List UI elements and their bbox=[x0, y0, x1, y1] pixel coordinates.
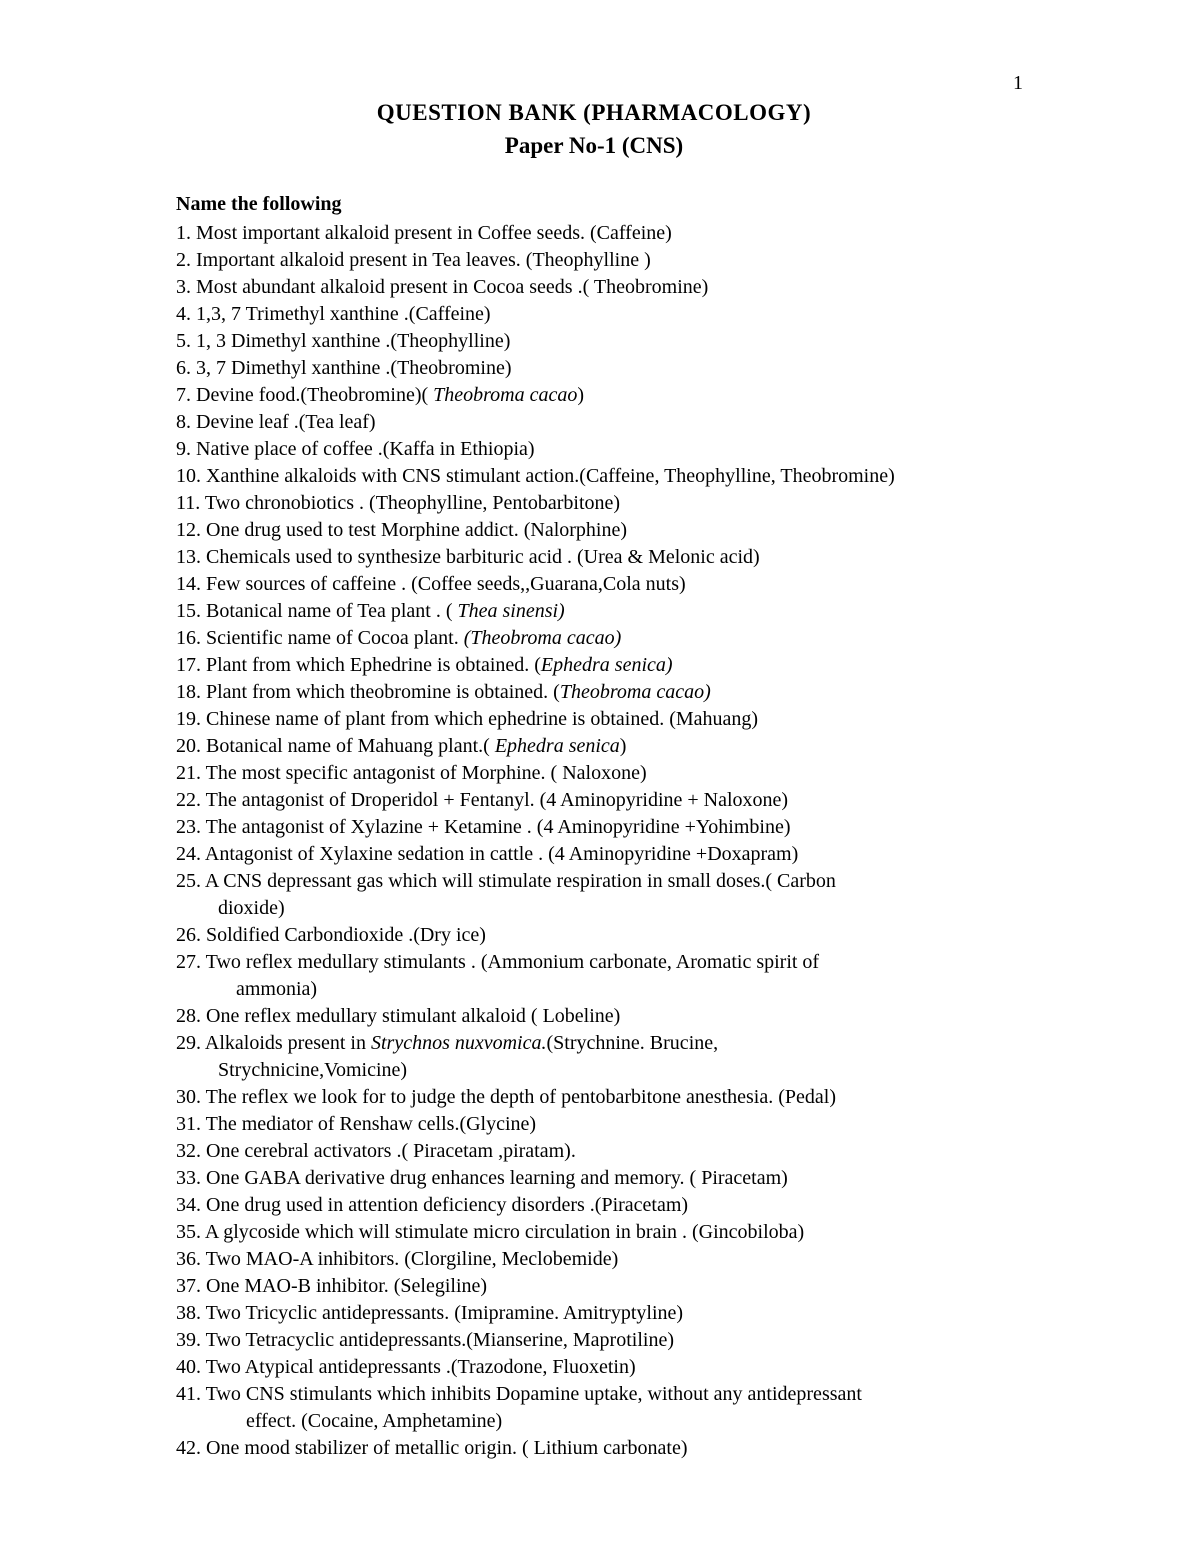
question-item bbox=[176, 598, 1036, 625]
question-item bbox=[176, 1030, 1036, 1084]
question-text: 21. The most specific antagonist of Morphine. ( Naloxone) bbox=[176, 762, 647, 784]
question-text: 4. 1,3, 7 Trimethyl xanthine .(Caffeine) bbox=[176, 303, 491, 325]
question-continuation: dioxide) bbox=[218, 897, 285, 919]
question-text-after: ) bbox=[619, 735, 627, 757]
question-item bbox=[176, 652, 1036, 679]
question-text: 8. Devine leaf .(Tea leaf) bbox=[176, 411, 376, 433]
question-text-after: (Strychnine. Brucine, bbox=[546, 1032, 719, 1054]
question-item bbox=[176, 247, 1036, 274]
question-text: 28. One reflex medullary stimulant alkaloid ( Lobeline) bbox=[176, 1005, 621, 1027]
question-item bbox=[176, 355, 1036, 382]
question-item bbox=[176, 490, 1036, 517]
question-text: 36. Two MAO-A inhibitors. (Clorgiline, Meclobemide) bbox=[176, 1248, 619, 1270]
question-text: 26. Soldified Carbondioxide .(Dry ice) bbox=[176, 924, 486, 946]
question-text: 34. One drug used in attention deficiency disorders .(Piracetam) bbox=[176, 1194, 689, 1216]
question-text: 23. The antagonist of Xylazine + Ketamine . (4 Aminopyridine +Yohimbine) bbox=[176, 816, 791, 838]
question-text: 2. Important alkaloid present in Tea leaves. (Theophylline ) bbox=[176, 249, 651, 271]
question-item bbox=[176, 1192, 1036, 1219]
question-text: 42. One mood stabilizer of metallic origin. ( Lithium carbonate) bbox=[176, 1437, 688, 1459]
document-subtitle: Paper No-1 (CNS) bbox=[504, 133, 684, 158]
question-italic-term: Theobroma cacao bbox=[433, 384, 578, 406]
question-text: 13. Chemicals used to synthesize barbituric acid . (Urea & Melonic acid) bbox=[176, 546, 760, 568]
question-text: 25. A CNS depressant gas which will stimulate respiration in small doses.( Carbon bbox=[176, 870, 836, 892]
question-text: 15. Botanical name of Tea plant . ( bbox=[176, 600, 458, 622]
question-italic-term: Thea sinensi) bbox=[457, 600, 565, 622]
question-item bbox=[176, 949, 1036, 1003]
question-item bbox=[176, 625, 1036, 652]
question-item bbox=[176, 1165, 1036, 1192]
question-item bbox=[176, 922, 1036, 949]
question-item bbox=[176, 274, 1036, 301]
question-item bbox=[176, 706, 1036, 733]
question-text: 10. Xanthine alkaloids with CNS stimulant action.(Caffeine, Theophylline, Theobromine) bbox=[176, 465, 895, 487]
question-text: 18. Plant from which theobromine is obtained. ( bbox=[176, 681, 560, 703]
question-item bbox=[176, 760, 1036, 787]
question-item bbox=[176, 841, 1036, 868]
question-item bbox=[176, 1381, 1036, 1435]
question-item bbox=[176, 328, 1036, 355]
question-continuation: Strychnicine,Vomicine) bbox=[218, 1059, 408, 1081]
question-text: 9. Native place of coffee .(Kaffa in Ethiopia) bbox=[176, 438, 535, 460]
question-continuation: effect. (Cocaine, Amphetamine) bbox=[246, 1410, 503, 1432]
question-item bbox=[176, 1273, 1036, 1300]
document-title: QUESTION BANK (PHARMACOLOGY) bbox=[376, 100, 812, 125]
question-text: 30. The reflex we look for to judge the depth of pentobarbitone anesthesia. (Pedal) bbox=[176, 1086, 836, 1108]
question-item bbox=[176, 733, 1036, 760]
question-text: 6. 3, 7 Dimethyl xanthine .(Theobromine) bbox=[176, 357, 512, 379]
question-continuation: ammonia) bbox=[236, 978, 318, 1000]
question-text: 1. Most important alkaloid present in Coffee seeds. (Caffeine) bbox=[176, 222, 672, 244]
question-item bbox=[176, 1246, 1036, 1273]
question-item bbox=[176, 1111, 1036, 1138]
question-item bbox=[176, 409, 1036, 436]
question-item bbox=[176, 679, 1036, 706]
question-text: 29. Alkaloids present in bbox=[176, 1032, 371, 1054]
question-item bbox=[176, 301, 1036, 328]
question-italic-term: Theobroma cacao) bbox=[559, 681, 711, 703]
question-item bbox=[176, 814, 1036, 841]
question-italic-term: Ephedra senica bbox=[494, 735, 620, 757]
question-text: 11. Two chronobiotics . (Theophylline, Pentobarbitone) bbox=[176, 492, 621, 514]
question-item bbox=[176, 544, 1036, 571]
question-text: 38. Two Tricyclic antidepressants. (Imipramine. Amitryptyline) bbox=[176, 1302, 684, 1324]
question-text: 19. Chinese name of plant from which ephedrine is obtained. (Mahuang) bbox=[176, 708, 759, 730]
question-text: 27. Two reflex medullary stimulants . (Ammonium carbonate, Aromatic spirit of bbox=[176, 951, 820, 973]
question-text: 22. The antagonist of Droperidol + Fentanyl. (4 Aminopyridine + Naloxone) bbox=[176, 789, 789, 811]
question-item bbox=[176, 1219, 1036, 1246]
question-text: 33. One GABA derivative drug enhances learning and memory. ( Piracetam) bbox=[176, 1167, 788, 1189]
question-text: 24. Antagonist of Xylaxine sedation in cattle . (4 Aminopyridine +Doxapram) bbox=[176, 843, 799, 865]
question-item bbox=[176, 1327, 1036, 1354]
question-item bbox=[176, 1003, 1036, 1030]
question-text: 35. A glycoside which will stimulate micro circulation in brain . (Gincobiloba) bbox=[176, 1221, 805, 1243]
question-text: 12. One drug used to test Morphine addict. (Nalorphine) bbox=[176, 519, 628, 541]
question-text: 17. Plant from which Ephedrine is obtained. ( bbox=[176, 654, 541, 676]
question-item bbox=[176, 1354, 1036, 1381]
question-item bbox=[176, 1084, 1036, 1111]
question-text: 3. Most abundant alkaloid present in Cocoa seeds .( Theobromine) bbox=[176, 276, 709, 298]
question-item bbox=[176, 436, 1036, 463]
question-text: 40. Two Atypical antidepressants .(Trazodone, Fluoxetin) bbox=[176, 1356, 636, 1378]
question-item bbox=[176, 868, 1036, 922]
question-item bbox=[176, 571, 1036, 598]
question-italic-term: Ephedra senica) bbox=[540, 654, 673, 676]
question-item bbox=[176, 787, 1036, 814]
question-italic-term: (Theobroma cacao) bbox=[463, 627, 622, 649]
question-text: 32. One cerebral activators .( Piracetam ,piratam). bbox=[176, 1140, 576, 1162]
question-text: 5. 1, 3 Dimethyl xanthine .(Theophylline) bbox=[176, 330, 511, 352]
question-item bbox=[176, 1138, 1036, 1165]
question-text: 7. Devine food.(Theobromine)( bbox=[176, 384, 434, 406]
question-text: 39. Two Tetracyclic antidepressants.(Mianserine, Maprotiline) bbox=[176, 1329, 674, 1351]
question-item bbox=[176, 1435, 1036, 1462]
page-number: 1 bbox=[1013, 72, 1023, 94]
question-item bbox=[176, 517, 1036, 544]
question-text: 41. Two CNS stimulants which inhibits Dopamine uptake, without any antidepressant bbox=[176, 1383, 862, 1405]
question-item bbox=[176, 382, 1036, 409]
question-text-after: ) bbox=[577, 384, 585, 406]
question-text: 37. One MAO-B inhibitor. (Selegiline) bbox=[176, 1275, 488, 1297]
question-text: 14. Few sources of caffeine . (Coffee seeds,,Guarana,Cola nuts) bbox=[176, 573, 686, 595]
question-text: 31. The mediator of Renshaw cells.(Glycine) bbox=[176, 1113, 537, 1135]
section-heading: Name the following bbox=[176, 193, 342, 215]
question-italic-term: Strychnos nuxvomica. bbox=[370, 1032, 547, 1054]
question-list bbox=[176, 220, 1036, 1462]
question-item bbox=[176, 220, 1036, 247]
question-item bbox=[176, 463, 1036, 490]
question-text: 20. Botanical name of Mahuang plant.( bbox=[176, 735, 495, 757]
question-item bbox=[176, 1300, 1036, 1327]
question-text: 16. Scientific name of Cocoa plant. bbox=[176, 627, 464, 649]
